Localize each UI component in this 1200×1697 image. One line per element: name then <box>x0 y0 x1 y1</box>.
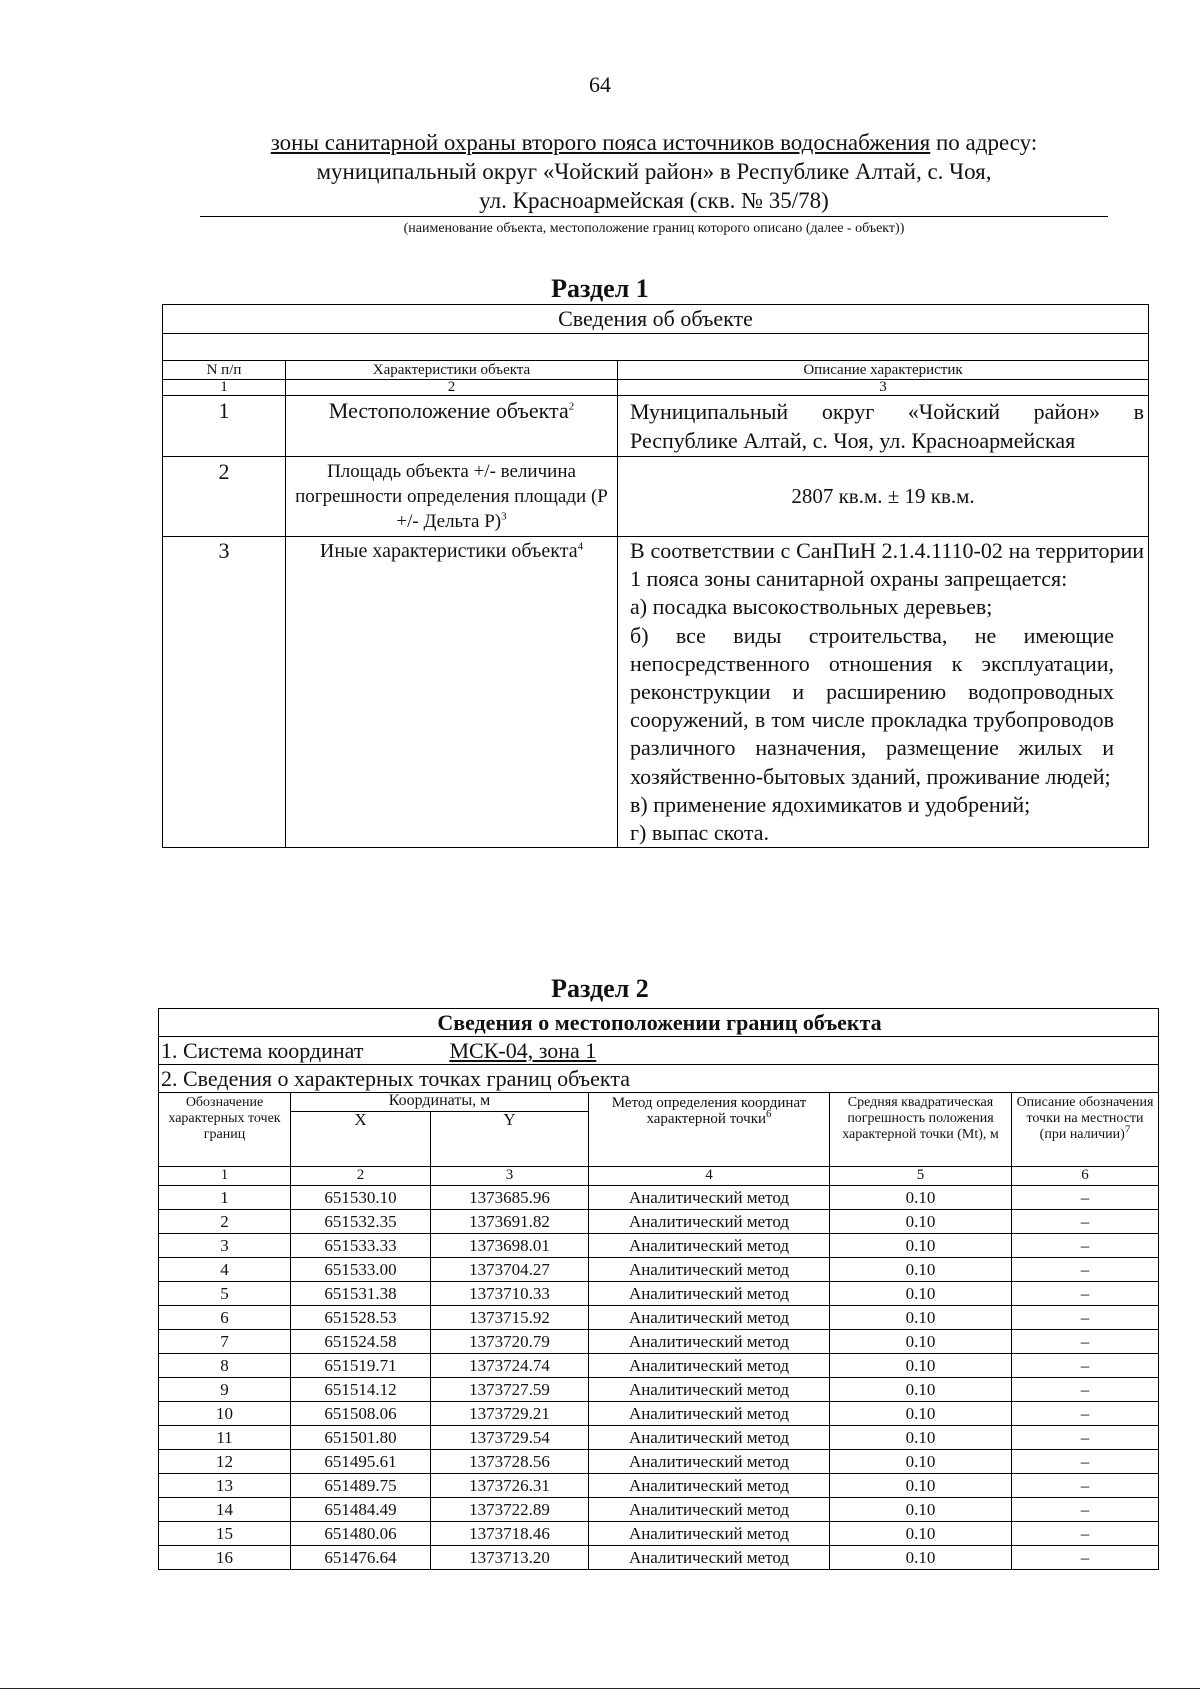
point-x: 651532.35 <box>291 1210 431 1234</box>
point-x: 651519.71 <box>291 1354 431 1378</box>
row-characteristic <box>286 396 618 457</box>
point-y: 1373715.92 <box>431 1306 589 1330</box>
empty-row <box>163 334 1149 361</box>
point-method: Аналитический метод <box>589 1234 830 1258</box>
point-number: 2 <box>159 1210 291 1234</box>
table-row <box>159 1210 1159 1234</box>
point-y: 1373720.79 <box>431 1330 589 1354</box>
col-number: 3 <box>431 1167 589 1186</box>
point-x: 651533.33 <box>291 1234 431 1258</box>
col-header-method-text: Метод определения координат характерной точки <box>611 1095 807 1127</box>
point-error: 0.10 <box>830 1330 1012 1354</box>
header-caption: (наименование объекта, местоположение границ которого описано (далее - объект)) <box>403 221 905 236</box>
point-description: – <box>1012 1522 1159 1546</box>
point-description: – <box>1012 1378 1159 1402</box>
point-y: 1373698.01 <box>431 1234 589 1258</box>
col-header-description <box>1012 1093 1159 1167</box>
point-x: 651528.53 <box>291 1306 431 1330</box>
page-bottom-rule <box>0 1688 1200 1689</box>
point-description: – <box>1012 1402 1159 1426</box>
description-paragraph: В соответствии с СанПиН 2.1.4.1110-02 на территории 1 пояса зоны санитарной охраны запрещается: <box>630 538 1144 592</box>
point-method: Аналитический метод <box>589 1378 830 1402</box>
row-number: 1 <box>163 396 286 457</box>
row-number: 2 <box>163 457 286 537</box>
point-method: Аналитический метод <box>589 1186 830 1210</box>
table-row <box>159 1546 1159 1570</box>
point-method: Аналитический метод <box>589 1330 830 1354</box>
point-description: – <box>1012 1306 1159 1330</box>
col-header-coordinates: Координаты, м <box>291 1093 589 1112</box>
col-header-description-text: Описание обозначения точки на местности (при наличии) <box>1016 1095 1154 1142</box>
point-y: 1373724.74 <box>431 1354 589 1378</box>
table-row <box>159 1426 1159 1450</box>
point-description: – <box>1012 1186 1159 1210</box>
point-x: 651495.61 <box>291 1450 431 1474</box>
point-error: 0.10 <box>830 1546 1012 1570</box>
col-number: 2 <box>286 380 618 396</box>
point-error: 0.10 <box>830 1450 1012 1474</box>
point-number: 14 <box>159 1498 291 1522</box>
point-number: 4 <box>159 1258 291 1282</box>
point-description: – <box>1012 1210 1159 1234</box>
points-label-row: 2. Сведения о характерных точках границ объекта <box>159 1065 1159 1093</box>
col-header-method <box>589 1093 830 1167</box>
point-error: 0.10 <box>830 1354 1012 1378</box>
point-y: 1373729.21 <box>431 1402 589 1426</box>
point-y: 1373727.59 <box>431 1378 589 1402</box>
point-error: 0.10 <box>830 1306 1012 1330</box>
point-x: 651489.75 <box>291 1474 431 1498</box>
col-number: 1 <box>159 1167 291 1186</box>
page-number: 64 <box>589 72 611 97</box>
description-item: а) посадка высокоствольных деревьев; <box>630 594 993 620</box>
point-x: 651476.64 <box>291 1546 431 1570</box>
header-divider <box>200 216 1108 217</box>
point-number: 8 <box>159 1354 291 1378</box>
col-number: 4 <box>589 1167 830 1186</box>
point-x: 651530.10 <box>291 1186 431 1210</box>
object-info-table <box>162 304 1149 848</box>
point-x: 651484.49 <box>291 1498 431 1522</box>
col-header-x: X <box>291 1112 431 1167</box>
point-method: Аналитический метод <box>589 1258 830 1282</box>
point-y: 1373691.82 <box>431 1210 589 1234</box>
point-error: 0.10 <box>830 1282 1012 1306</box>
table-row <box>159 1234 1159 1258</box>
document-header <box>200 128 1108 215</box>
point-error: 0.10 <box>830 1258 1012 1282</box>
header-zone-title: зоны санитарной охраны второго пояса источников водоснабжения <box>270 130 931 155</box>
point-y: 1373726.31 <box>431 1474 589 1498</box>
row-description: Муниципальный округ «Чойский район» в Республике Алтай, с. Чоя, ул. Красноармейская <box>618 396 1149 457</box>
boundary-points-table <box>158 1008 1159 1570</box>
section-2-title: Раздел 2 <box>551 974 649 1003</box>
point-description: – <box>1012 1426 1159 1450</box>
row-description: 2807 кв.м. ± 19 кв.м. <box>618 457 1149 537</box>
point-number: 11 <box>159 1426 291 1450</box>
point-y: 1373704.27 <box>431 1258 589 1282</box>
point-error: 0.10 <box>830 1378 1012 1402</box>
point-description: – <box>1012 1546 1159 1570</box>
point-x: 651480.06 <box>291 1522 431 1546</box>
point-method: Аналитический метод <box>589 1474 830 1498</box>
point-description: – <box>1012 1282 1159 1306</box>
table-row <box>163 396 1149 457</box>
section-1-title: Раздел 1 <box>551 274 649 303</box>
point-number: 5 <box>159 1282 291 1306</box>
col-header-y: Y <box>431 1112 589 1167</box>
header-line-1 <box>200 128 1108 157</box>
row-characteristic-text: Иные характеристики объекта <box>319 540 578 562</box>
point-description: – <box>1012 1258 1159 1282</box>
point-description: – <box>1012 1474 1159 1498</box>
col-header-characteristic: Характеристики объекта <box>286 361 618 380</box>
point-y: 1373685.96 <box>431 1186 589 1210</box>
col-header-n: N п/п <box>163 361 286 380</box>
point-method: Аналитический метод <box>589 1306 830 1330</box>
point-x: 651514.12 <box>291 1378 431 1402</box>
col-number: 2 <box>291 1167 431 1186</box>
row-characteristic <box>286 537 618 848</box>
point-y: 1373722.89 <box>431 1498 589 1522</box>
point-error: 0.10 <box>830 1474 1012 1498</box>
point-error: 0.10 <box>830 1186 1012 1210</box>
boundary-table-title: Сведения о местоположении границ объекта <box>159 1009 1159 1037</box>
row-characteristic <box>286 457 618 537</box>
table-row <box>159 1330 1159 1354</box>
col-header-description: Описание характеристик <box>618 361 1149 380</box>
point-number: 15 <box>159 1522 291 1546</box>
table-row <box>159 1402 1159 1426</box>
table-row <box>159 1474 1159 1498</box>
point-method: Аналитический метод <box>589 1498 830 1522</box>
row-characteristic-text: Площадь объекта +/- величина погрешности определения площади (Р +/- Дельта Р) <box>295 461 608 532</box>
col-header-point: Обозначение характерных точек границ <box>159 1093 291 1167</box>
footnote-ref: 4 <box>577 540 584 553</box>
point-y: 1373728.56 <box>431 1450 589 1474</box>
table-row <box>159 1282 1159 1306</box>
table-row <box>159 1186 1159 1210</box>
point-method: Аналитический метод <box>589 1546 830 1570</box>
object-info-title: Сведения об объекте <box>163 305 1149 334</box>
point-number: 13 <box>159 1474 291 1498</box>
point-description: – <box>1012 1354 1159 1378</box>
coordinate-system-row <box>159 1037 1159 1065</box>
header-line-2: муниципальный округ «Чойский район» в Республике Алтай, с. Чоя, <box>316 159 992 184</box>
point-x: 651531.38 <box>291 1282 431 1306</box>
point-y: 1373729.54 <box>431 1426 589 1450</box>
point-error: 0.10 <box>830 1210 1012 1234</box>
point-y: 1373718.46 <box>431 1522 589 1546</box>
point-description: – <box>1012 1234 1159 1258</box>
point-description: – <box>1012 1450 1159 1474</box>
description-item: б) все виды строительства, не имеющие непосредственного отношения к эксплуатации, реконструкции и расширению водопроводных сооружений, в том числе прокладка трубопроводов различного назначения, размещение жилых и хозяйственно-бытовых зданий, проживание людей; <box>630 622 1114 789</box>
footnote-ref: 7 <box>1124 1123 1131 1136</box>
table-row <box>159 1354 1159 1378</box>
col-number: 6 <box>1012 1167 1159 1186</box>
coordinate-system-value: МСК-04, зона 1 <box>449 1038 597 1063</box>
col-number: 3 <box>618 380 1149 396</box>
point-method: Аналитический метод <box>589 1450 830 1474</box>
table-row <box>159 1378 1159 1402</box>
point-number: 12 <box>159 1450 291 1474</box>
col-number: 1 <box>163 380 286 396</box>
point-error: 0.10 <box>830 1426 1012 1450</box>
col-header-error: Средняя квадратическая погрешность положения характерной точки (Mt), м <box>830 1093 1012 1167</box>
points-body <box>159 1186 1159 1570</box>
row-description <box>618 537 1149 848</box>
point-error: 0.10 <box>830 1498 1012 1522</box>
point-error: 0.10 <box>830 1402 1012 1426</box>
point-error: 0.10 <box>830 1234 1012 1258</box>
point-method: Аналитический метод <box>589 1522 830 1546</box>
description-item: г) выпас скота. <box>630 820 770 846</box>
table-row <box>159 1258 1159 1282</box>
row-number: 3 <box>163 537 286 848</box>
point-method: Аналитический метод <box>589 1354 830 1378</box>
point-x: 651501.80 <box>291 1426 431 1450</box>
footnote-ref: 3 <box>501 510 507 523</box>
footnote-ref: 2 <box>568 400 575 413</box>
point-number: 10 <box>159 1402 291 1426</box>
table-row <box>159 1450 1159 1474</box>
point-x: 651533.00 <box>291 1258 431 1282</box>
point-number: 3 <box>159 1234 291 1258</box>
header-address-intro: по адресу: <box>930 130 1038 155</box>
point-method: Аналитический метод <box>589 1210 830 1234</box>
point-y: 1373713.20 <box>431 1546 589 1570</box>
point-method: Аналитический метод <box>589 1402 830 1426</box>
point-x: 651508.06 <box>291 1402 431 1426</box>
point-method: Аналитический метод <box>589 1282 830 1306</box>
col-number: 5 <box>830 1167 1012 1186</box>
footnote-ref: 6 <box>766 1108 772 1120</box>
table-row <box>159 1498 1159 1522</box>
point-y: 1373710.33 <box>431 1282 589 1306</box>
header-line-3: ул. Красноармейская (скв. № 35/78) <box>479 188 829 213</box>
point-number: 16 <box>159 1546 291 1570</box>
point-x: 651524.58 <box>291 1330 431 1354</box>
table-row <box>163 537 1149 848</box>
point-description: – <box>1012 1498 1159 1522</box>
point-number: 1 <box>159 1186 291 1210</box>
point-number: 6 <box>159 1306 291 1330</box>
description-item: в) применение ядохимикатов и удобрений; <box>630 791 1031 817</box>
table-row <box>159 1522 1159 1546</box>
point-number: 9 <box>159 1378 291 1402</box>
point-number: 7 <box>159 1330 291 1354</box>
point-method: Аналитический метод <box>589 1426 830 1450</box>
point-description: – <box>1012 1330 1159 1354</box>
table-row <box>159 1306 1159 1330</box>
coordinate-system-label: 1. Система координат <box>161 1038 364 1063</box>
table-row <box>163 457 1149 537</box>
row-characteristic-text: Местоположение объекта <box>328 398 569 423</box>
point-error: 0.10 <box>830 1522 1012 1546</box>
